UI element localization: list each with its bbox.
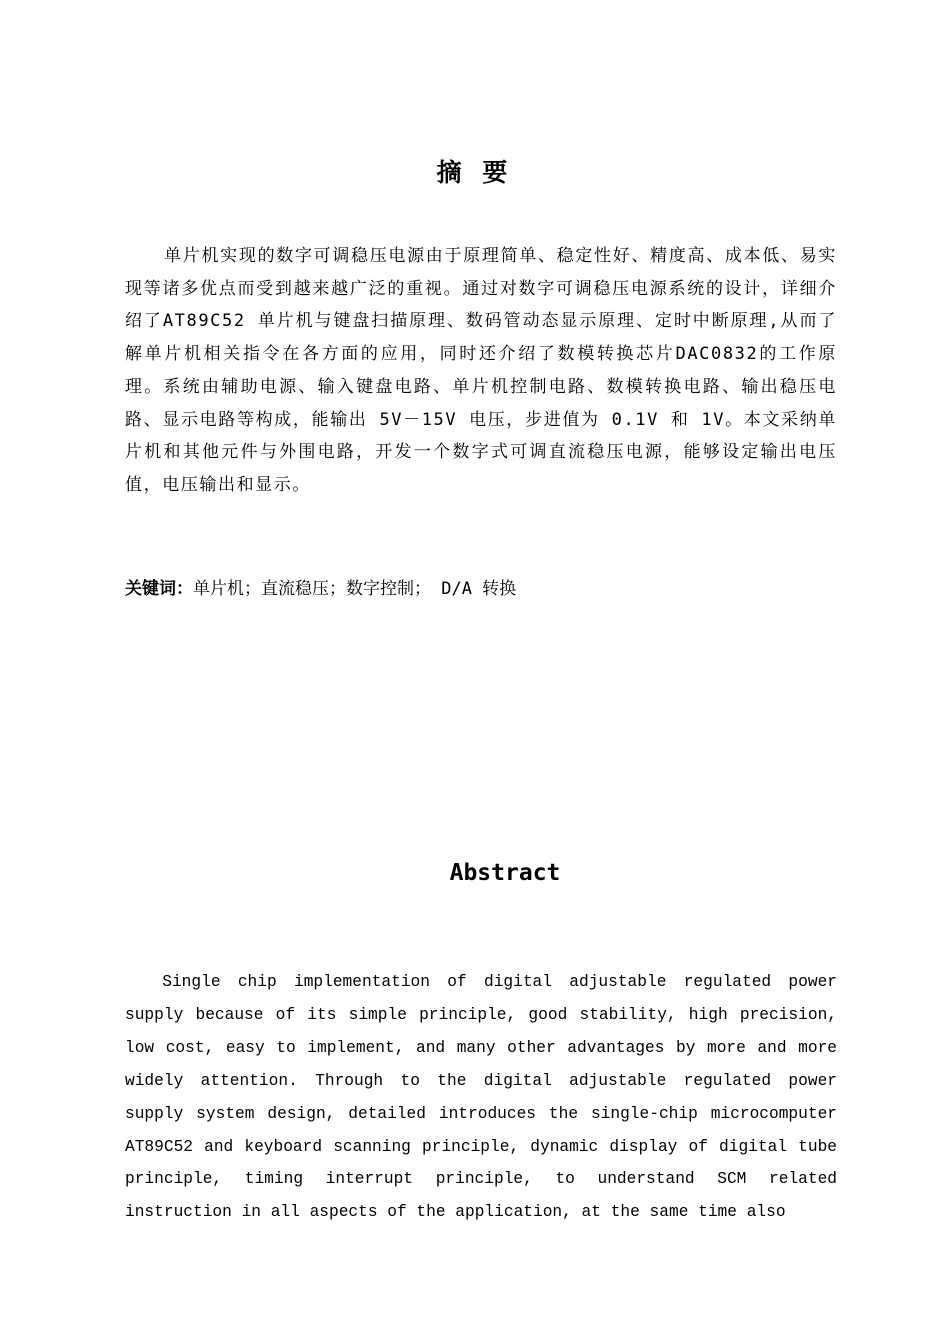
keywords-label: 关键词：	[125, 579, 193, 599]
chinese-abstract-title: 摘 要	[436, 158, 514, 187]
keywords-text: 单片机；直流稳压；数字控制； D/A 转换	[193, 579, 517, 599]
chinese-abstract-body: 单片机实现的数字可调稳压电源由于原理简单、稳定性好、精度高、成本低、易实现等诸多优点而受到越来越广泛的重视。通过对数字可调稳压电源系统的设计，详细介绍了AT89C52 单片机与键盘扫描原理、数码管动态显示原理、定时中断原理,从而了解单片机相关指令在各方面的应用，同时还介绍了数模转换芯片DAC0832的工作原理。系统由辅助电源、输入键盘电路、单片机控制电路、数模转换电路、输出稳压电路、显示电路等构成，能输出 5V－15V 电压，步进值为 0.1V 和 1V。本文采纳单片机和其他元件与外围电路，开发一个数字式可调直流稳压电源，能够设定输出电压值，电压输出和显示。	[125, 246, 837, 495]
english-abstract-title: Abstract	[449, 860, 561, 886]
keywords-line	[125, 573, 516, 605]
english-abstract-body: Single chip implementation of digital adjustable regulated power supply because of its simple principle, good stability, high precision, low cost, easy to implement, and many other advantages by more and more widely attention. Through to the digital adjustable regulated power supply system design, detailed introduces the single-chip microcomputer AT89C52 and keyboard scanning principle, dynamic display of digital tube principle, timing interrupt principle, to understand SCM related instruction in all aspects of the application, at the same time also	[125, 973, 837, 1222]
